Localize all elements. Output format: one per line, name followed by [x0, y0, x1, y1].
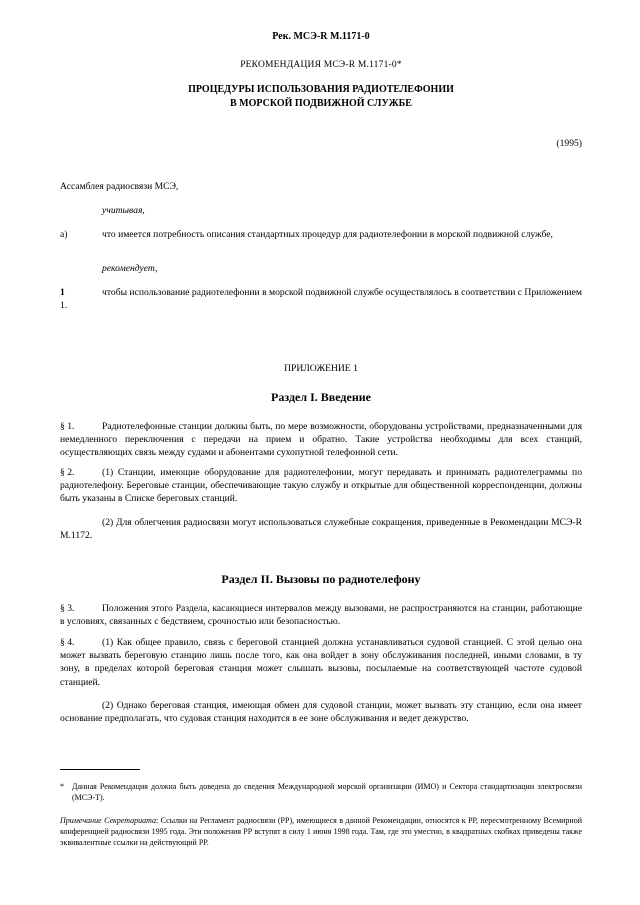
title-line-2: В МОРСКОЙ ПОДВИЖНОЙ СЛУЖБЕ — [230, 97, 412, 109]
paragraph-3-label: § 3. — [60, 603, 75, 614]
secretariat-note-text: : Ссылки на Регламент радиосвязи (РР), имеющиеся в данной Рекомендации, относятся к РР, пересмотренному Всемирной конференцией радиосвязи 1995 года. Эти положения РР вступят в силу 1 июня 1998 года. Там, где это уместно, в квадратных скобках приведены также эквивалентные ссылки на действующий РР. — [60, 816, 582, 848]
footnote-rule — [60, 769, 140, 770]
footnote-star — [60, 781, 582, 803]
item-1-text: чтобы использование радиотелефонии в морской подвижной службе осуществлялось в соответствии с Приложением 1. — [60, 287, 582, 312]
footnote-star-mark: * — [60, 782, 64, 791]
secretariat-note — [60, 815, 582, 849]
paragraph-4-label: § 4. — [60, 637, 75, 648]
paragraph-2-2 — [60, 516, 582, 542]
paragraph-2-label: § 2. — [60, 467, 75, 478]
item-1 — [60, 286, 582, 312]
paragraph-1-label: § 1. — [60, 421, 75, 432]
paragraph-3-text: Положения этого Раздела, касающиеся интервалов между вызовами, не распространяются на станции, работающие в условиях, связанных с бедствием, срочностью или безопасностью. — [60, 603, 582, 628]
annex-title: ПРИЛОЖЕНИЕ 1 — [284, 363, 358, 374]
recommendation-number: РЕКОМЕНДАЦИЯ МСЭ-R M.1171-0* — [240, 60, 402, 70]
assembly-line: Ассамблея радиосвязи МСЭ, — [60, 181, 179, 192]
item-1-label: 1 — [60, 287, 65, 298]
document-title — [60, 83, 582, 110]
secretariat-note-label: Примечание Секретариата — [60, 816, 156, 825]
considering-label: учитывая, — [102, 205, 145, 216]
paragraph-3 — [60, 602, 582, 628]
item-a-text: что имеется потребность описания стандартных процедур для радиотелефонии в морской подвижной службе, — [102, 229, 553, 240]
paragraph-2-text: (1) Станции, имеющие оборудование для радиотелефонии, могут передавать и принимать радиотелеграммы по радиотелефону. Береговые станции, обеспечивающие такую службу и открытые для общественной корреспонденции, должны быть указаны в Списке береговых станций. — [60, 467, 582, 505]
paragraph-2-2-text: (2) Для облегчения радиосвязи могут использоваться служебные сокращения, приведенные в Рекомендации МСЭ-R M.1172. — [60, 517, 582, 542]
year: (1995) — [556, 138, 582, 149]
paragraph-1-text: Радиотелефонные станции должны быть, по мере возможности, оборудованы устройствами, предназначенными для немедленного переключения с передачи на прием и обратно. Такие устройства необходимы для всех станций, осуществляющих связь между судами и абонентами сухопутной телефонной сети. — [60, 421, 582, 459]
running-head: Рек. МСЭ-R M.1171-0 — [272, 31, 370, 42]
recommends-label: рекомендует, — [102, 263, 158, 274]
paragraph-4-2 — [60, 699, 582, 725]
item-a — [60, 228, 582, 241]
paragraph-4-text: (1) Как общее правило, связь с береговой станцией должна устанавливаться судовой станцией. С этой целью она может вызвать береговую станцию лишь после того, как она войдет в зону обслуживания последней, иными словами, в ту зону, в пределах которой береговая станция может слышать вызовы, посылаемые на соответствующей частоте судовой станцией. — [60, 637, 582, 688]
item-a-label: a) — [60, 229, 68, 240]
paragraph-4-2-text: (2) Однако береговая станция, имеющая обмен для судовой станции, может вызвать эту станцию, если она имеет основание предполагать, что судовая станция находится в ее зоне обслуживания и ведет дежурство. — [60, 700, 582, 725]
paragraph-2 — [60, 466, 582, 506]
paragraph-1 — [60, 420, 582, 460]
paragraph-4 — [60, 636, 582, 689]
title-line-1: ПРОЦЕДУРЫ ИСПОЛЬЗОВАНИЯ РАДИОТЕЛЕФОНИИ — [188, 84, 454, 95]
section-2-title: Раздел II. Вызовы по радиотелефону — [221, 572, 421, 586]
footnote-star-text: Данная Рекомендация должна быть доведена до сведения Международной морской организации (ИМО) и Сектора стандартизации электросвязи (МСЭ-Т). — [72, 782, 582, 803]
section-1-title: Раздел I. Введение — [271, 390, 371, 404]
